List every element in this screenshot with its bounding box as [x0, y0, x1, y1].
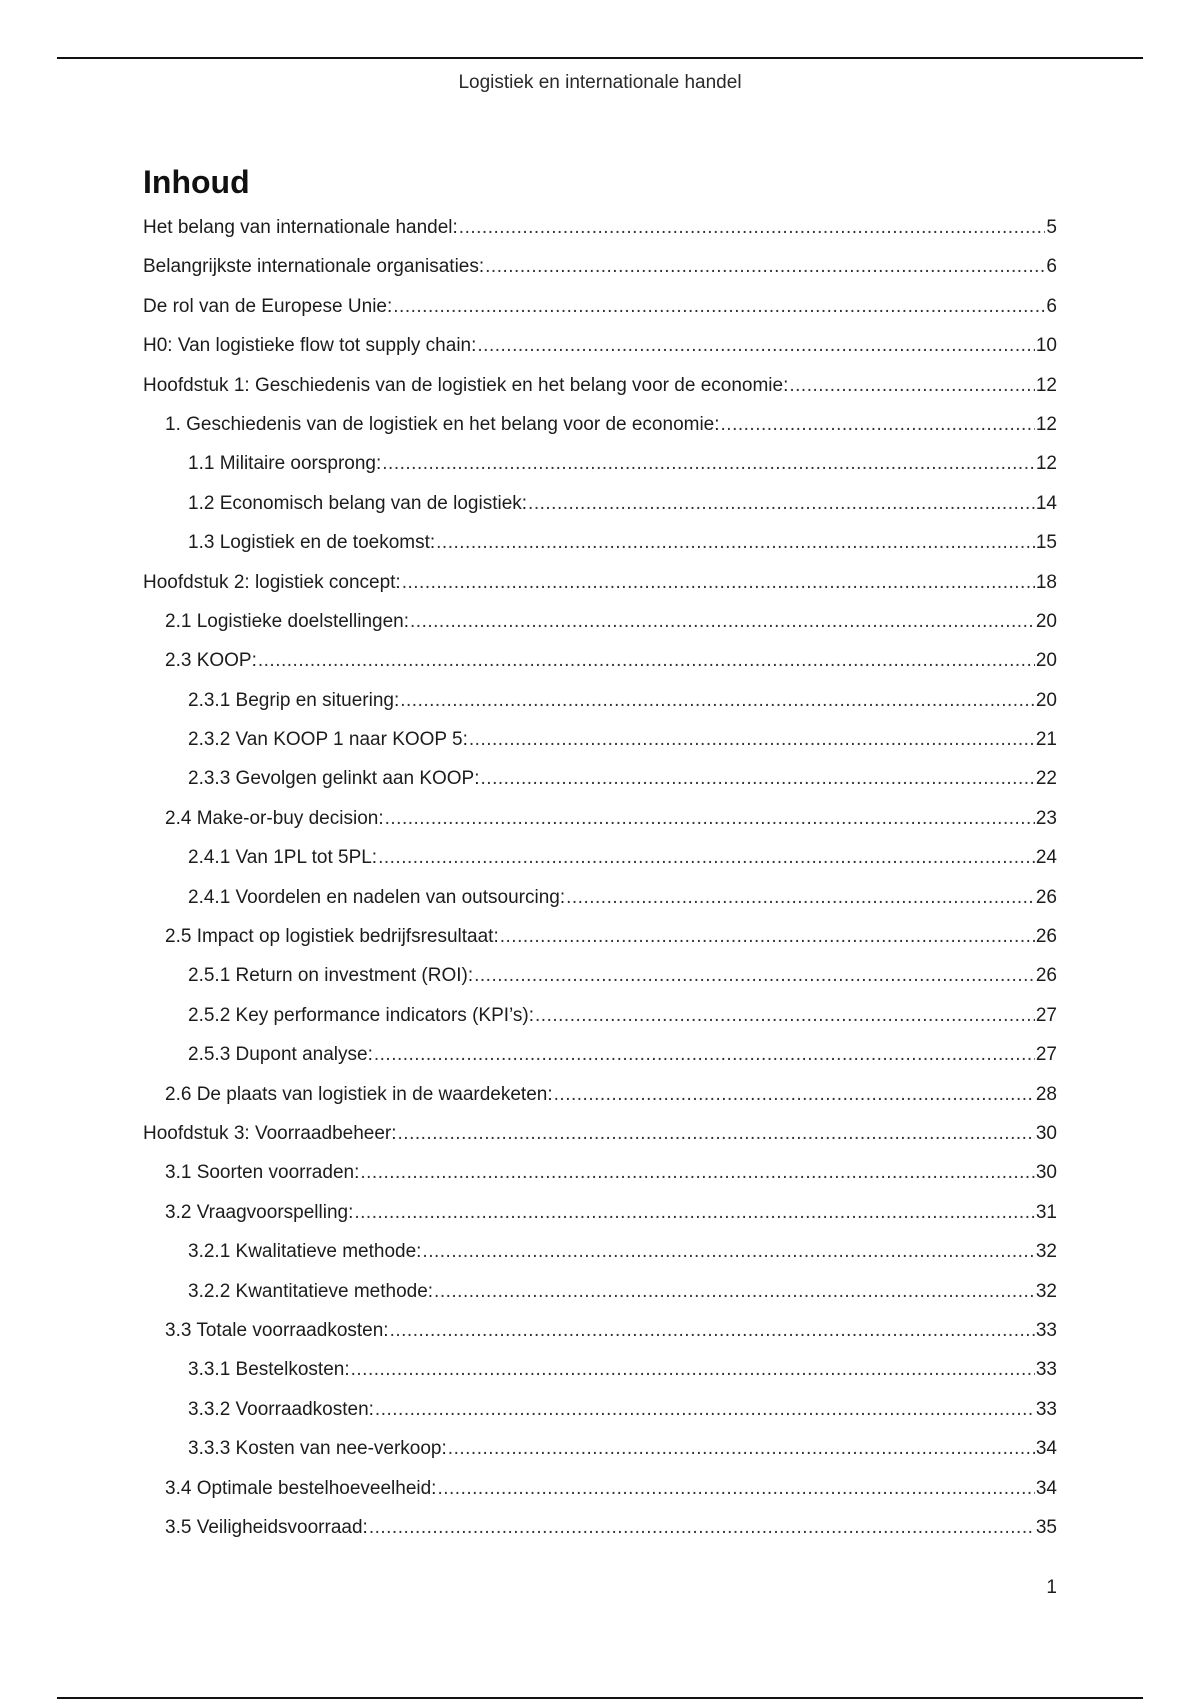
toc-dot-leader [528, 493, 1035, 515]
toc-dot-leader [554, 1084, 1035, 1106]
toc-entry-text: Hoofdstuk 2: logistiek concept: [143, 571, 401, 593]
toc-entry-text: Het belang van internationale handel: [143, 217, 458, 238]
toc-entry[interactable] [143, 965, 1057, 1004]
toc-dot-leader [789, 375, 1035, 397]
toc-entry-text: 2.3 KOOP: [165, 650, 257, 672]
toc-entry-page: 34 [1035, 1477, 1057, 1499]
toc-entry[interactable] [143, 808, 1057, 847]
toc-dot-leader [393, 296, 1045, 318]
toc-entry-text: 3.3.3 Kosten van nee-verkoop: [188, 1438, 447, 1460]
toc-entry-page: 18 [1035, 571, 1057, 593]
toc-entry-page: 33 [1035, 1359, 1057, 1381]
toc-entry[interactable] [143, 1044, 1057, 1083]
toc-dot-leader [469, 729, 1035, 751]
toc-entry[interactable] [143, 1202, 1057, 1241]
toc-dot-leader [566, 887, 1035, 909]
toc-dot-leader [474, 965, 1035, 987]
toc-entry[interactable] [143, 1005, 1057, 1044]
footer-rule [57, 1697, 1143, 1699]
running-header: Logistiek en internationale handel [458, 72, 742, 93]
toc-entry-text: 2.4.1 Van 1PL tot 5PL: [188, 847, 378, 869]
toc-entry[interactable] [143, 690, 1057, 729]
toc-dot-leader [448, 1438, 1035, 1460]
toc-entry-page: 26 [1035, 886, 1057, 908]
toc-entry-page: 24 [1035, 847, 1057, 869]
toc-entry-text: 2.5.1 Return on investment (ROI): [188, 965, 474, 987]
toc-entry[interactable] [143, 532, 1057, 571]
toc-entry[interactable] [143, 1438, 1057, 1477]
toc-entry-page: 22 [1035, 768, 1057, 790]
toc-entry-text: 2.5.3 Dupont analyse: [188, 1044, 373, 1066]
toc-dot-leader [500, 926, 1035, 948]
toc-entry-page: 26 [1035, 926, 1057, 948]
toc-dot-leader [535, 1005, 1035, 1027]
table-of-contents [143, 217, 1057, 1556]
toc-dot-leader [390, 1320, 1035, 1342]
toc-entry[interactable] [143, 650, 1057, 689]
toc-entry[interactable] [143, 1084, 1057, 1123]
toc-entry-page: 5 [1046, 217, 1057, 238]
toc-entry-page: 32 [1035, 1241, 1057, 1263]
toc-title: Inhoud [143, 164, 250, 200]
toc-entry-text: 2.6 De plaats van logistiek in de waardeketen: [165, 1083, 553, 1105]
toc-entry-page: 26 [1035, 965, 1057, 987]
toc-entry[interactable] [143, 375, 1057, 414]
toc-entry-page: 31 [1035, 1201, 1057, 1223]
toc-entry[interactable] [143, 611, 1057, 650]
toc-entry[interactable] [143, 1123, 1057, 1162]
toc-entry-text: Belangrijkste internationale organisaties: [143, 256, 485, 278]
toc-entry[interactable] [143, 887, 1057, 926]
toc-entry-text: Hoofdstuk 3: Voorraadbeheer: [143, 1122, 397, 1144]
toc-dot-leader [402, 572, 1035, 594]
toc-entry[interactable] [143, 729, 1057, 768]
toc-dot-leader [375, 1399, 1035, 1421]
page-number: 1 [1046, 1577, 1057, 1598]
toc-entry-text: 2.5.2 Key performance indicators (KPI’s): [188, 1004, 535, 1026]
toc-entry[interactable] [143, 1517, 1057, 1556]
toc-entry[interactable] [143, 1281, 1057, 1320]
toc-dot-leader [437, 1478, 1034, 1500]
toc-entry-text: 2.5 Impact op logistiek bedrijfsresultaat: [165, 926, 499, 948]
toc-entry[interactable] [143, 453, 1057, 492]
toc-entry[interactable] [143, 926, 1057, 965]
toc-entry-text: 2.4.1 Voordelen en nadelen van outsourcing: [188, 886, 566, 908]
toc-entry-page: 6 [1046, 295, 1057, 317]
toc-dot-leader [422, 1241, 1034, 1263]
toc-entry-page: 12 [1035, 453, 1057, 475]
toc-dot-leader [382, 453, 1035, 475]
toc-dot-leader [459, 217, 1046, 239]
toc-entry[interactable] [143, 1320, 1057, 1359]
toc-entry[interactable] [143, 768, 1057, 807]
toc-entry-text: 1.2 Economisch belang van de logistiek: [188, 492, 528, 514]
toc-dot-leader [374, 1044, 1035, 1066]
toc-entry[interactable] [143, 1359, 1057, 1398]
toc-dot-leader [434, 1281, 1035, 1303]
toc-dot-leader [398, 1123, 1035, 1145]
toc-entry-page: 12 [1035, 413, 1057, 435]
toc-dot-leader [369, 1517, 1035, 1539]
toc-entry-page: 23 [1035, 807, 1057, 829]
toc-dot-leader [477, 335, 1034, 357]
toc-entry-page: 30 [1035, 1162, 1057, 1184]
toc-entry-page: 35 [1035, 1516, 1057, 1538]
toc-entry-page: 27 [1035, 1044, 1057, 1066]
toc-entry-text: 3.3.2 Voorraadkosten: [188, 1398, 374, 1420]
toc-entry-page: 21 [1035, 729, 1057, 751]
toc-entry-page: 6 [1046, 256, 1057, 278]
toc-entry-text: 3.3.1 Bestelkosten: [188, 1359, 350, 1381]
toc-entry-text: De rol van de Europese Unie: [143, 295, 393, 317]
toc-dot-leader [258, 650, 1035, 672]
toc-entry-page: 27 [1035, 1004, 1057, 1026]
toc-entry[interactable] [143, 1162, 1057, 1201]
toc-entry-text: 3.3 Totale voorraadkosten: [165, 1319, 389, 1341]
toc-entry-page: 15 [1035, 532, 1057, 554]
toc-dot-leader [354, 1202, 1035, 1224]
toc-entry-page: 20 [1035, 689, 1057, 711]
toc-entry-text: 2.3.1 Begrip en situering: [188, 689, 400, 711]
toc-entry-text: 1. Geschiedenis van de logistiek en het belang voor de economie: [165, 413, 720, 435]
toc-dot-leader [378, 847, 1035, 869]
toc-entry-text: 2.4 Make-or-buy decision: [165, 807, 384, 829]
toc-dot-leader [360, 1162, 1035, 1184]
toc-dot-leader [410, 611, 1035, 633]
toc-entry[interactable] [143, 572, 1057, 611]
toc-entry-text: 3.2.2 Kwantitatieve methode: [188, 1280, 434, 1302]
toc-dot-leader [351, 1359, 1035, 1381]
toc-entry-page: 14 [1035, 492, 1057, 514]
toc-entry-page: 30 [1035, 1122, 1057, 1144]
toc-entry-page: 33 [1035, 1319, 1057, 1341]
toc-entry-page: 34 [1035, 1438, 1057, 1460]
toc-dot-leader [485, 256, 1045, 278]
toc-entry-text: Hoofdstuk 1: Geschiedenis van de logistiek en het belang voor de economie: [143, 374, 789, 396]
toc-entry[interactable] [143, 335, 1057, 374]
toc-entry[interactable] [143, 296, 1057, 335]
toc-entry-page: 12 [1035, 374, 1057, 396]
toc-entry-text: 1.3 Logistiek en de toekomst: [188, 532, 436, 554]
toc-entry-text: 3.2.1 Kwalitatieve methode: [188, 1241, 422, 1263]
toc-entry-text: 3.2 Vraagvoorspelling: [165, 1201, 354, 1223]
toc-entry[interactable] [143, 493, 1057, 532]
toc-entry-page: 33 [1035, 1398, 1057, 1420]
toc-entry[interactable] [143, 1241, 1057, 1280]
toc-entry-page: 20 [1035, 650, 1057, 672]
toc-entry-page: 10 [1035, 335, 1057, 357]
toc-entry-text: 3.5 Veiligheidsvoorraad: [165, 1516, 368, 1538]
toc-entry-text: 2.3.3 Gevolgen gelinkt aan KOOP: [188, 768, 480, 790]
toc-entry[interactable] [143, 217, 1057, 256]
toc-entry-text: 3.4 Optimale bestelhoeveelheid: [165, 1477, 437, 1499]
toc-dot-leader [721, 414, 1035, 436]
toc-entry-page: 32 [1035, 1280, 1057, 1302]
toc-entry-page: 20 [1035, 610, 1057, 632]
toc-dot-leader [481, 768, 1035, 790]
toc-entry-text: H0: Van logistieke flow tot supply chain: [143, 335, 477, 357]
toc-entry[interactable] [143, 1478, 1057, 1517]
toc-entry[interactable] [143, 414, 1057, 453]
toc-dot-leader [400, 690, 1035, 712]
toc-entry[interactable] [143, 847, 1057, 886]
toc-entry-text: 1.1 Militaire oorsprong: [188, 453, 382, 475]
header-rule [57, 57, 1143, 59]
toc-entry-text: 3.1 Soorten voorraden: [165, 1162, 360, 1184]
toc-entry[interactable] [143, 256, 1057, 295]
toc-dot-leader [385, 808, 1035, 830]
toc-dot-leader [436, 532, 1035, 554]
toc-entry-text: 2.3.2 Van KOOP 1 naar KOOP 5: [188, 729, 468, 751]
toc-entry-text: 2.1 Logistieke doelstellingen: [165, 610, 410, 632]
toc-entry-page: 28 [1035, 1083, 1057, 1105]
toc-entry[interactable] [143, 1399, 1057, 1438]
